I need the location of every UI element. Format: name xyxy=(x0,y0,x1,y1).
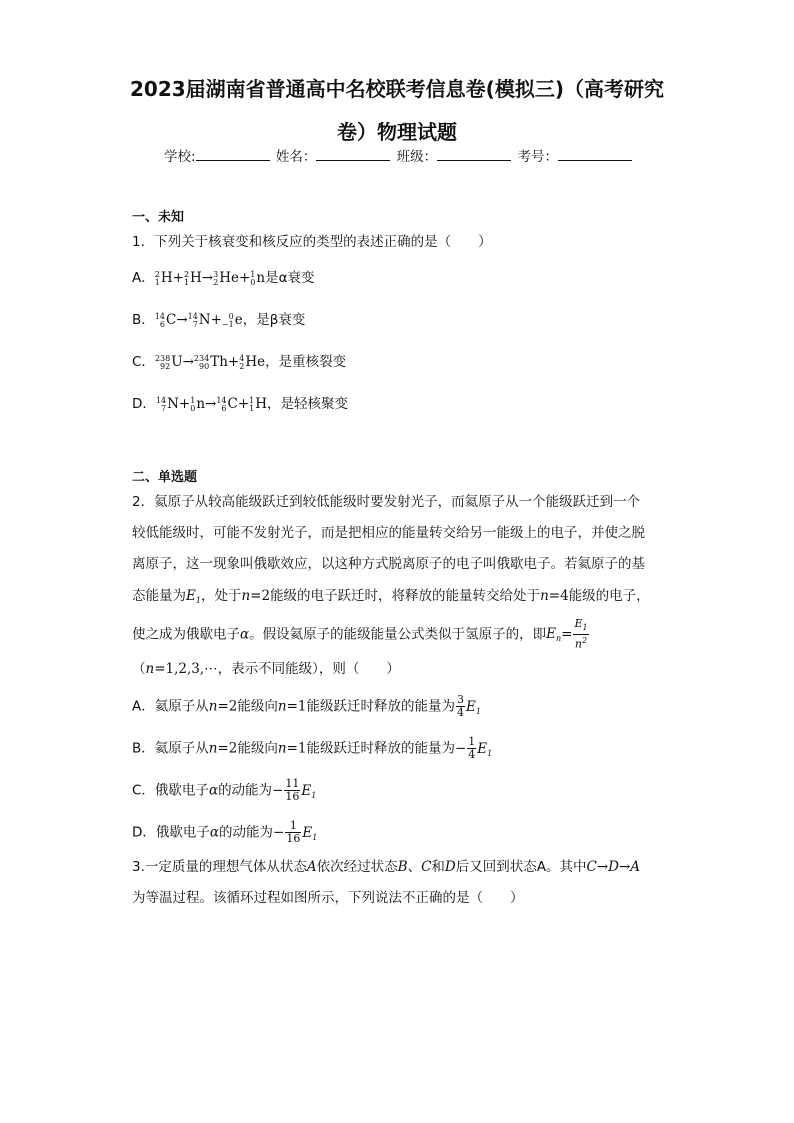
number-blank[interactable] xyxy=(558,147,632,161)
q3-l1-part-d: 和 xyxy=(431,859,445,875)
q3-line-1: 3.一定质量的理想气体从状态A依次经过状态B、C和D后又回到状态A。其中C→D→A xyxy=(132,859,641,875)
q2-a-part-c: 能级跃迁时释放的能量为 xyxy=(306,698,455,715)
q1-b-equation: 14 6 C→ 14 7 N+ 0 −1 e xyxy=(154,311,243,329)
q1-d-equation: 14 7 N+ 1 0 n→ 14 6 C+ 1 1 H xyxy=(155,395,268,413)
q1-stem: 1．下列关于核衰变和核反应的类型的表述正确的是（ ） xyxy=(132,234,492,250)
level-n2: n xyxy=(241,588,251,604)
name-label: 姓名： xyxy=(275,149,317,165)
q2-c-part-a: C．俄歇电子 xyxy=(132,782,209,799)
q2-line-5: 使之成为俄歇电子α。假设氦原子的能级能量公式类似于氢原子的，即$E_n=$ $\frac{E_1}{n^2}$ xyxy=(132,617,588,651)
q2-line-6: （n=1,2,3,⋯，表示不同能级），则（ ） xyxy=(132,661,400,677)
q2-l6-part-b: ，表示不同能级），则（ ） xyxy=(217,661,400,677)
level-n4: n xyxy=(540,588,549,604)
q2-line-2: 较低能级时，可能不发射光子，而是把相应的能量转交给另一能级上的电子，并使之脱 xyxy=(132,525,645,541)
q2-a-part-a: A．氦原子从 xyxy=(132,698,209,715)
q2-option-d[interactable]: D．俄歇电子α的动能为− $\frac{1}{16}$ $E_1$ xyxy=(132,819,318,845)
q2-d-part-a: D．俄歇电子 xyxy=(132,824,210,841)
q2-l4-part-c: 能级的电子跃迁时，将释放的能量转交给处于 xyxy=(270,588,541,604)
q1-b-label: B． xyxy=(132,312,155,328)
energy-formula: $E_n$ xyxy=(546,626,562,644)
q2-option-a[interactable]: A．氦原子从n=2能级向n=1能级跃迁时释放的能量为 $\frac{3}{4}$ $E_1$ xyxy=(132,693,481,719)
class-blank[interactable] xyxy=(437,147,511,161)
q2-line-3: 离原子，这一现象叫俄歇效应，以这种方式脱离原子的电子叫俄歇电子。若氦原子的基 xyxy=(132,556,645,572)
ground-energy-symbol: $E_1$ xyxy=(186,588,201,605)
q1-option-a[interactable] xyxy=(132,268,315,288)
school-blank[interactable] xyxy=(196,147,270,161)
q3-l1-part-b: 依次经过状态 xyxy=(316,859,398,875)
q2-line-1: 2．氦原子从较高能级跃迁到较低能级时要发射光子，而氦原子从一个能级跃迁到一个 xyxy=(132,494,641,510)
q1-a-label: A． xyxy=(132,270,155,286)
energy-formula-fraction: $\frac{E_1}{n^2}$ xyxy=(574,617,588,651)
q1-option-b[interactable] xyxy=(132,310,305,330)
q2-a-part-b: 能级向 xyxy=(237,698,278,715)
number-label: 考号： xyxy=(517,149,558,165)
q2-l6-part-a: （ xyxy=(132,661,146,677)
q1-c-label: C． xyxy=(132,354,155,370)
school-label: 学校: xyxy=(164,149,196,165)
q2-b-part-a: B．氦原子从 xyxy=(132,740,209,757)
q1-a-equation: 2 1 H+ 2 1 H→ 3 2 He+ 1 0 n xyxy=(154,269,266,287)
q2-b-fraction: $\frac{1}{4}$ xyxy=(468,735,476,761)
section-heading-1: 一、未知 xyxy=(132,210,185,225)
q1-c-equation: 238 92 U→ 234 90 Th+ 4 2 He xyxy=(154,353,266,371)
class-label: 班级： xyxy=(396,149,438,165)
q2-l4-part-d: 能级的电子， xyxy=(568,588,650,604)
q1-d-text: ，是轻核聚变 xyxy=(267,396,349,412)
q2-a-fraction: $\frac{3}{4}$ xyxy=(456,693,464,719)
q2-l4-part-a: 态能量为 xyxy=(132,588,186,604)
student-info-row xyxy=(164,145,634,165)
q2-d-part-b: 的动能为 xyxy=(219,824,274,841)
q3-line-2: 为等温过程。该循环过程如图所示，下列说法不正确的是（ ） xyxy=(132,890,524,906)
exam-title xyxy=(110,68,684,154)
q3-l1-part-e: 后又回到状态A。其中 xyxy=(455,859,587,875)
q2-c-part-b: 的动能为 xyxy=(218,782,273,799)
name-blank[interactable] xyxy=(316,147,390,161)
q1-a-text: 是α衰变 xyxy=(265,270,315,286)
section-heading-2: 二、单选题 xyxy=(132,470,198,485)
q3-l1-part-c: 、 xyxy=(407,859,422,875)
q2-l4-part-b: ，处于 xyxy=(200,588,242,604)
q2-b-part-b: 能级向 xyxy=(237,740,278,757)
q1-c-text: ，是重核裂变 xyxy=(265,354,347,370)
q1-b-text: ，是β衰变 xyxy=(242,312,306,328)
title-line-2: 卷）物理试题 xyxy=(337,120,457,144)
q3-l1-part-a: 3.一定质量的理想气体从状态 xyxy=(132,859,307,875)
q2-d-fraction: $\frac{1}{16}$ xyxy=(286,819,301,845)
q1-option-c[interactable] xyxy=(132,352,346,372)
q2-line-4: 态能量为$E_1$，处于n=2能级的电子跃迁时，将释放的能量转交给处于n=4能级的电子， xyxy=(132,588,650,605)
q1-option-d[interactable] xyxy=(132,394,348,414)
q2-b-part-c: 能级跃迁时释放的能量为 xyxy=(306,740,455,757)
q1-d-label: D． xyxy=(132,396,156,412)
q2-option-c[interactable]: C．俄歇电子α的动能为− $\frac{11}{16}$ $E_1$ xyxy=(132,777,317,803)
title-line-1: 2023届湖南省普通高中名校联考信息卷(模拟三)（高考研究 xyxy=(130,77,664,101)
q2-c-fraction: $\frac{11}{16}$ xyxy=(285,777,300,803)
q2-l5-part-a: 使之成为俄歇电子 xyxy=(132,626,240,643)
q2-option-b[interactable]: B．氦原子从n=2能级向n=1能级跃迁时释放的能量为− $\frac{1}{4}$ $E_1$ xyxy=(132,735,493,761)
q2-l5-part-b: 。假设氦原子的能级能量公式类似于氢原子的，即 xyxy=(249,626,547,643)
